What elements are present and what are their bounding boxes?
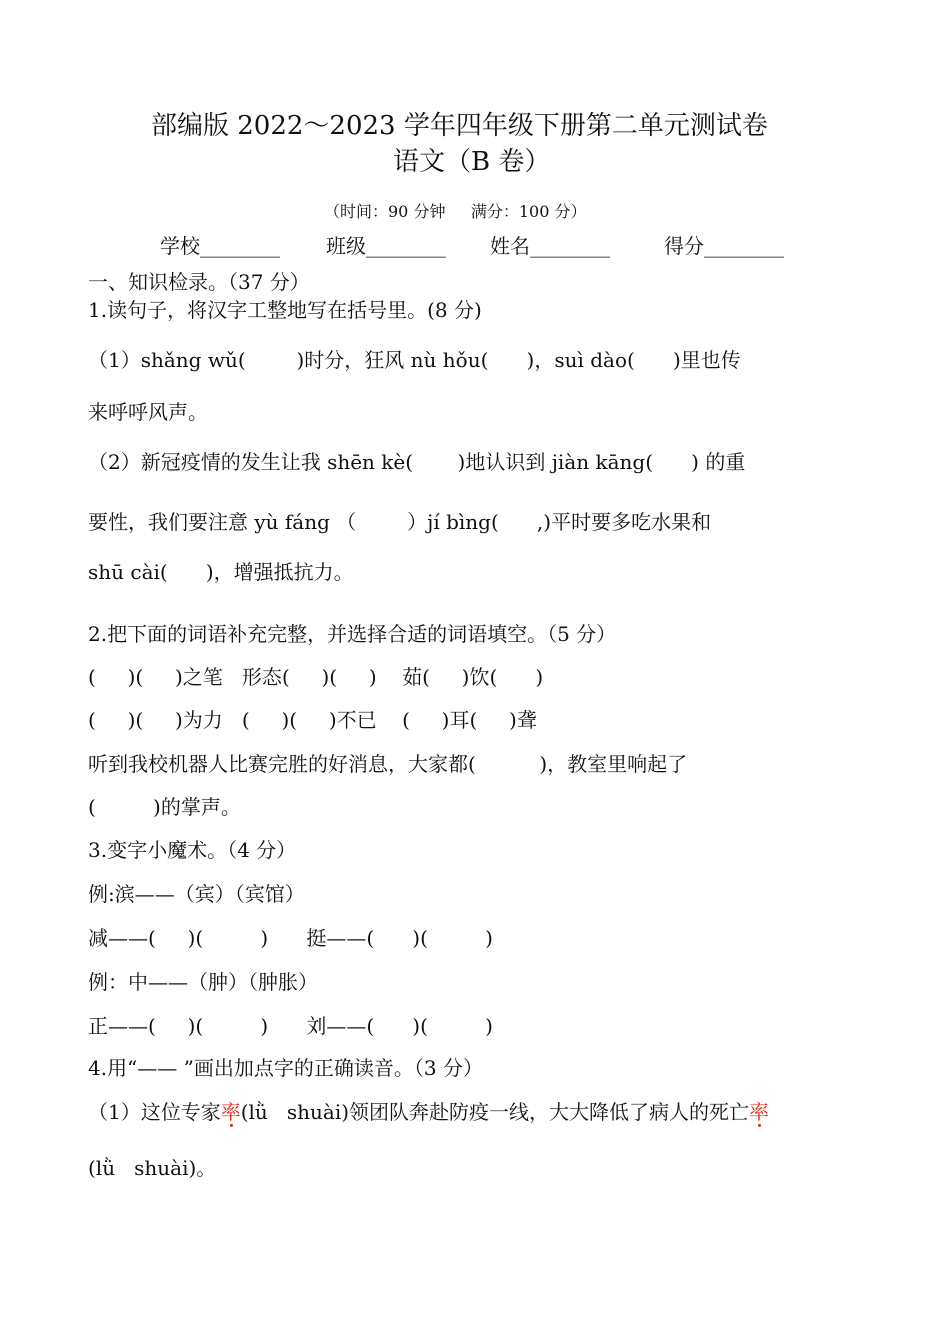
q4-title: 4.用“—— ”画出加点字的正确读音。（3 分） <box>88 1056 483 1080</box>
q1-sentence2-line3: shū cài( )，增强抵抗力。 <box>88 560 354 584</box>
q4-sentence1-prefix: （1）这位专家 <box>88 1100 221 1124</box>
section1-heading: 一、知识检录。（37 分） <box>88 270 310 294</box>
q4-sentence1-line2: (lǜ shuài)。 <box>88 1156 217 1180</box>
field-class: 班级________ <box>326 234 446 258</box>
q2-fill-line2: ( )的掌声。 <box>88 795 241 819</box>
q1-sentence1-line1: （1）shǎng wǔ( )时分，狂风 nù hǒu( )，suì dào( )里也传 <box>88 348 741 372</box>
q3-example1: 例:滨——（宾）（宾馆） <box>88 882 305 906</box>
q2-fill-line1: 听到我校机器人比赛完胜的好消息，大家都( )，教室里响起了 <box>88 752 688 776</box>
page-title-line2: 语文（B 卷） <box>393 147 551 177</box>
dotted-char <box>749 1100 769 1124</box>
dotted-char-text: 率 <box>220 1100 241 1124</box>
emphasis-dot-icon <box>230 1124 233 1127</box>
field-score: 得分________ <box>664 234 784 258</box>
emphasis-dot-icon <box>758 1124 761 1127</box>
q3-example2: 例：中——（肿）（肿胀） <box>88 970 318 994</box>
q1-sentence2-line2: 要性，我们要注意 yù fáng （ ）jí bìng( ,)平时要多吃水果和 <box>88 510 712 534</box>
q4-sentence1-middle: (lǜ shuài)领团队奔赴防疫一线，大大降低了病人的死亡 <box>240 1100 750 1124</box>
q3-title: 3.变字小魔术。（4 分） <box>88 838 297 862</box>
dotted-char-text: 率 <box>749 1100 770 1124</box>
q3-row2: 正——( )( ) 刘——( )( ) <box>88 1014 493 1038</box>
field-school: 学校________ <box>160 234 280 258</box>
q1-sentence1-line2: 来呼呼风声。 <box>88 400 208 424</box>
page-title-line1: 部编版 2022～2023 学年四年级下册第二单元测试卷 <box>151 111 768 141</box>
q2-row1: ( )( )之笔 形态( )( ) 茹( )饮( ) <box>88 665 544 689</box>
dotted-char <box>221 1100 241 1124</box>
q3-row1: 减——( )( ) 挺——( )( ) <box>88 926 493 950</box>
field-name: 姓名________ <box>490 234 610 258</box>
q2-title: 2.把下面的词语补充完整，并选择合适的词语填空。（5 分） <box>88 622 617 646</box>
q2-row2: ( )( )为力 ( )( )不已 ( )耳( )聋 <box>88 708 537 732</box>
q1-sentence2-line1: （2）新冠疫情的发生让我 shēn kè( )地认识到 jiàn kāng( ) 的重 <box>88 450 746 474</box>
time-info: （时间：90 分钟 满分：100 分） <box>324 202 587 221</box>
q1-title: 1.读句子，将汉字工整地写在括号里。(8 分) <box>88 298 482 322</box>
q4-sentence1-line1 <box>88 1100 769 1124</box>
